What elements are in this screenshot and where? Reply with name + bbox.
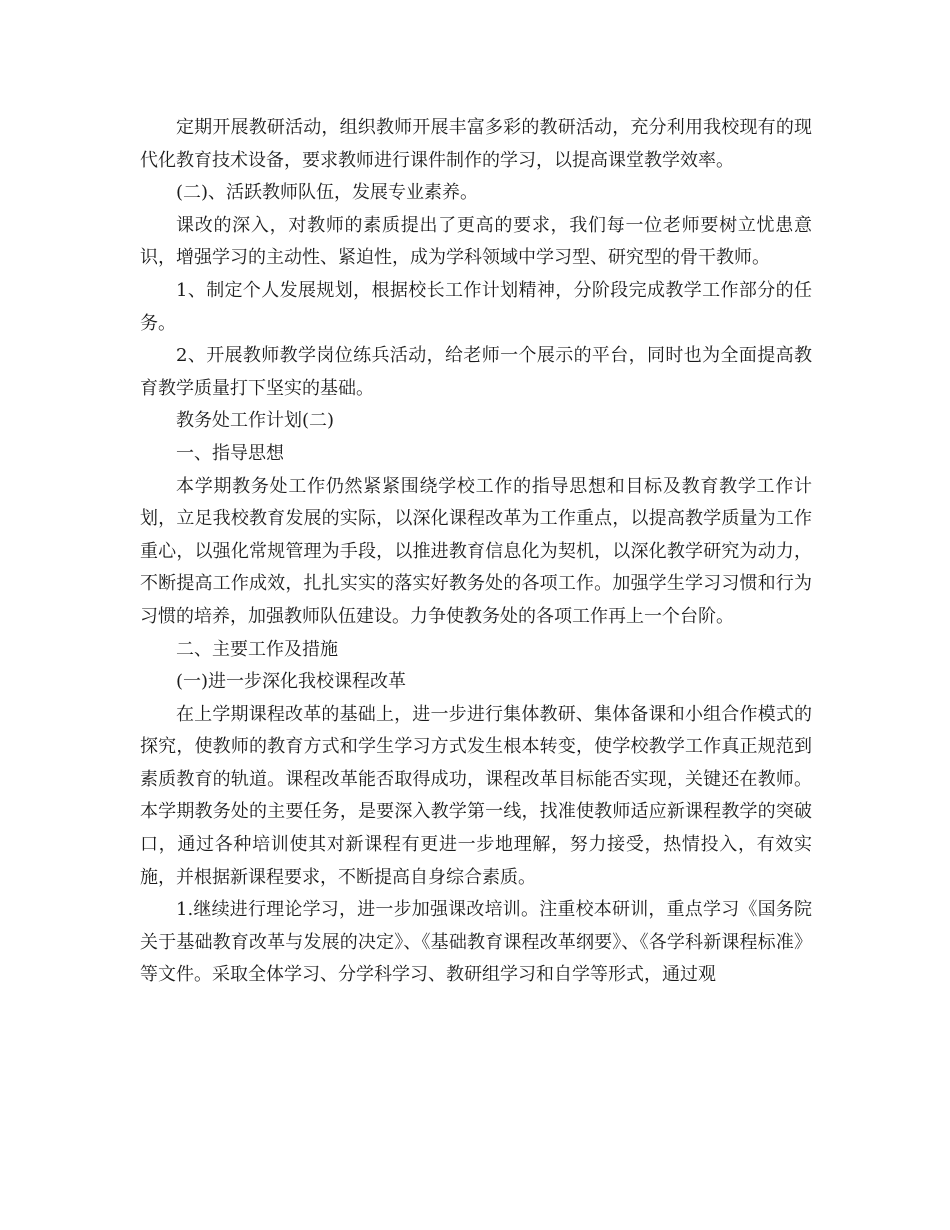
paragraph: 在上学期课程改革的基础上，进一步进行集体教研、集体备课和小组合作模式的探究，使教师的教育方式和学生学习方式发生根本转变，使学校教学工作真正规范到素质教育的轨道。课程改革能否取得成功，课程改革目标能否实现，关键还在教师。本学期教务处的主要任务，是要深入教学第一线，找准使教师适应新课程教学的突破口，通过各种培训使其对新课程有更进一步地理解，努力接受，热情投入，有效实施，并根据新课程要求，不断提高自身综合素质。	[140, 703, 812, 888]
paragraph: 定期开展教研活动，组织教师开展丰富多彩的教研活动，充分利用我校现有的现代化教育技术设备，要求教师进行课件制作的学习，以提高课堂教学效率。	[140, 117, 812, 171]
list-item: 1、制定个人发展规划，根据校长工作计划精神，分阶段完成教学工作部分的任务。	[140, 279, 812, 334]
section-heading: 一、指导思想	[176, 442, 284, 464]
paragraph: 课改的深入，对教师的素质提出了更高的要求，我们每一位老师要树立忧患意识，增强学习的主动性、紧迫性，成为学科领域中学习型、研究型的骨干教师。	[140, 214, 812, 269]
section-heading: (二)、活跃教师队伍，发展专业素养。	[176, 182, 479, 204]
paragraph: 本学期教务处工作仍然紧紧围绕学校工作的指导思想和目标及教育教学工作计划，立足我校教育发展的实际，以深化课程改革为工作重点，以提高教学质量为工作重心，以强化常规管理为手段，以推进教育信息化为契机，以深化教学研究为动力，不断提高工作成效，扎扎实实的落实好教务处的各项工作。加强学生学习习惯和行为习惯的培养，加强教师队伍建设。力争使教务处的各项工作再上一个台阶。	[140, 475, 812, 627]
section-heading: 二、主要工作及措施	[176, 638, 338, 660]
list-item: 1.继续进行理论学习，进一步加强课改培训。注重校本研训，重点学习《国务院关于基础教育改革与发展的决定》、《基础教育课程改革纲要》、《各学科新课程标准》等文件。采取全体学习、分学科学习、教研组学习和自学等形式，通过观	[140, 899, 812, 986]
list-item: 2、开展教师教学岗位练兵活动，给老师一个展示的平台，同时也为全面提高教育教学质量打下坚实的基础。	[140, 345, 812, 399]
document-subtitle: 教务处工作计划(二)	[176, 410, 335, 432]
document-body	[140, 112, 812, 992]
section-heading: (一)进一步深化我校课程改革	[176, 671, 407, 693]
